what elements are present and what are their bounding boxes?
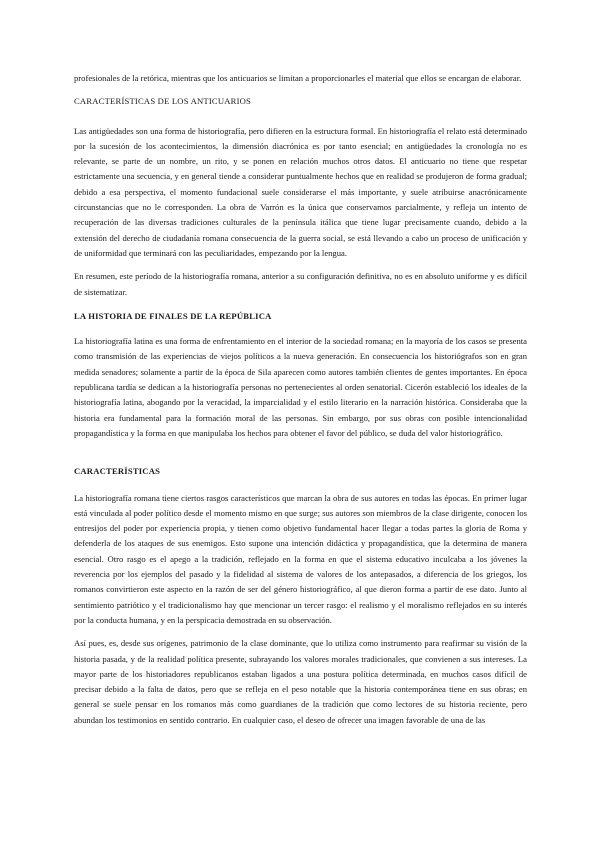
intro-paragraph: profesionales de la retórica, mientras que los anticuarios se limitan a proporcionarles el material que ellos se encargan de elaborar. (74, 73, 522, 83)
document-page (74, 71, 527, 728)
section-heading-caracteristicas: CARACTERÍSTICAS (74, 466, 161, 477)
paragraph-caracteristicas-2: Así pues, es, desde sus orígenes, patrimonio de la clase dominante, que lo utiliza como instrumento para reafirmar su visión de la historia pasada, y de la realidad política presente, subrayando los valores morales tradicionales, que convienen a sus intereses. La mayor parte de los historiadores republicanos estaban ligados a una postura política determinada, en muchos casos difícil de precisar debido a la falta de datos, pero que se refleja en el peso notable que la historia contemporánea tiene en sus obras; en general se suele pensar en los romanos más como guardianes de la tradición que como lectores de su historia reciente, pero abundan los testimonios en sentido contrario. En cualquier caso, el deseo de ofrecer una imagen favorable de una de las (74, 638, 527, 725)
paragraph-caracteristicas-1: La historiografía romana tiene ciertos rasgos característicos que marcan la obra de sus autores en todas las épocas. En primer lugar está vinculada al poder político desde el momento mismo en que surge; sus autores son miembros de la clase dirigente, conocen los entresijos del poder por experiencia propia, y tienen como objetivo fundamental hacer llegar a todas partes la gloria de Roma y defenderla de los ataques de sus enemigos. Esto supone una intención didáctica y propagandística, que la determina de manera esencial. Otro rasgo es el apego a la tradición, reflejado en la forma en que el sistema educativo inculcaba a los jóvenes la reverencia por los ejemplos del pasado y la fidelidad al sistema de valores de los antepasados, a diferencia de los griegos, los romanos convirtieron este aspecto en la razón de ser del género historiográfico, al que dieron forma a partir de ese dato. Junto al sentimiento patriótico y el tradicionalismo hay que mencionar un tercer rasgo: el realismo y el moralismo reflejados en su interés por la conducta humana, y en la perspicacia demostrada en su observación. (74, 492, 527, 625)
paragraph-historia-1: La historiografía latina es una forma de enfrentamiento en el interior de la sociedad romana; en la mayoría de los casos se presenta como transmisión de las experiencias de viejos políticos a la nueva generación. En consecuencia los historiógrafos son en gran medida senadores; solamente a partir de la época de Sila aparecen como autores también clientes de gentes importantes. En época republicana tardía se dedican a la historiografía personas no pertenecientes al orden senatorial. Cicerón estableció los ideales de la historiografía latina, abogando por la veracidad, la imparcialidad y el estilo literario en la narración histórica. Consideraba que la historia era fundamental para la formación moral de las personas. Sin embargo, por sus obras con posible intencionalidad propagandística y la forma en que manipulaba los hechos para obtener el favor del público, se duda del valor historiográfico. (74, 336, 527, 438)
section-heading-historia: LA HISTORIA DE FINALES DE LA REPÚBLICA (74, 310, 272, 321)
paragraph-anticuarios-2: En resumen, este período de la historiografía romana, anterior a su configuración definitiva, no es en absoluto uniforme y es difícil de sistematizar. (74, 271, 527, 297)
section-heading-anticuarios: CARACTERÍSTICAS DE LOS ANTICUARIOS (74, 96, 252, 107)
paragraph-anticuarios-1: Las antigüedades son una forma de historiografía, pero difieren en la estructura formal. En historiografía el relato está determinado por la sucesión de los acontecimientos, la dimensión diacrónica es por tanto esencial; en antigüedades la cronología no es relevante, se parte de un nombre, un rito, y se ponen en relación muchos otros datos. El anticuario no tiene que respetar estrictamente una secuencia, y en general tiende a considerar puntualmente hechos que en realidad se produjeron de forma gradual; debido a esa perspectiva, el momento fundacional suele considerarse el más importante, y suele atribuirse anacrónicamente circunstancias que no le corresponden. La obra de Varrón es la única que conservamos parcialmente, y refleja un intento de recuperación de las diversas tradiciones culturales de la península itálica que tiene lugar precisamente cuando, debido a la extensión del derecho de ciudadanía romana consecuencia de la guerra social, se está llevando a cabo un proceso de unificación y de uniformidad que terminará con las peculiaridades, empezando por la lengua. (74, 125, 527, 258)
